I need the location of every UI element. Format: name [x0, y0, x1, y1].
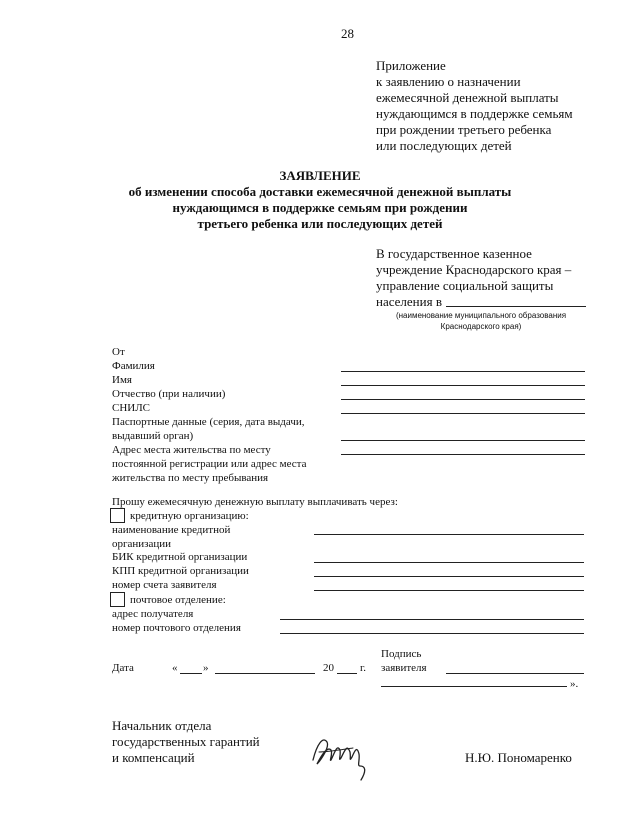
addressee-line: учреждение Краснодарского края –	[376, 262, 572, 277]
handwritten-signature	[305, 722, 375, 784]
recipient-address-field[interactable]	[280, 619, 584, 620]
bik-field[interactable]	[314, 562, 584, 563]
post-number-label: номер почтового отделения	[112, 622, 241, 634]
passport-label: выдавший орган)	[112, 430, 194, 442]
appendix-line: Приложение	[376, 58, 446, 73]
kpp-label: КПП кредитной организации	[112, 565, 249, 577]
appendix-line: нуждающимся в поддержке семьям	[376, 106, 573, 121]
signature-label: Подпись	[381, 648, 422, 660]
year-suffix: г.	[360, 662, 367, 674]
post-number-field[interactable]	[280, 633, 584, 634]
request-intro: Прошу ежемесячную денежную выплату выплачивать через:	[112, 496, 398, 508]
date-open-quote: «	[172, 662, 178, 674]
post-office-label: почтовое отделение:	[130, 594, 226, 606]
from-label: От	[112, 346, 125, 358]
credit-name-label: организации	[112, 538, 172, 550]
signer-name: Н.Ю. Пономаренко	[465, 750, 572, 765]
appendix-line: или последующих детей	[376, 138, 512, 153]
account-field[interactable]	[314, 590, 584, 591]
addressee-line: управление социальной защиты	[376, 278, 554, 293]
year-field[interactable]	[337, 673, 357, 674]
end-mark: ».	[570, 678, 579, 690]
field-caption: (наименование муниципального образования	[395, 311, 567, 320]
date-close-quote: »	[203, 662, 209, 674]
appendix-line: при рождении третьего ребенка	[376, 122, 552, 137]
patronymic-label: Отчество (при наличии)	[112, 388, 226, 400]
position-line: государственных гарантий	[112, 734, 260, 749]
title-line: третьего ребенка или последующих детей	[197, 216, 443, 231]
patronymic-field[interactable]	[341, 399, 585, 400]
date-label: Дата	[112, 662, 134, 674]
address-label: жительства по месту пребывания	[112, 472, 269, 484]
credit-name-label: наименование кредитной	[112, 524, 231, 536]
credit-org-checkbox[interactable]	[110, 508, 125, 523]
post-office-checkbox[interactable]	[110, 592, 125, 607]
account-label: номер счета заявителя	[112, 579, 217, 591]
address-label: Адрес места жительства по месту	[112, 444, 271, 456]
month-field[interactable]	[215, 673, 315, 674]
year-prefix: 20	[323, 662, 334, 674]
appendix-line: ежемесячной денежной выплаты	[376, 90, 559, 105]
field-caption: Краснодарского края)	[440, 322, 522, 331]
signature-label: заявителя	[381, 662, 427, 674]
snils-label: СНИЛС	[112, 402, 151, 414]
kpp-field[interactable]	[314, 576, 584, 577]
position-line: Начальник отдела	[112, 718, 212, 733]
title-main: ЗАЯВЛЕНИЕ	[279, 168, 361, 183]
address-label: постоянной регистрации или адрес места	[112, 458, 307, 470]
position-line: и компенсаций	[112, 750, 195, 765]
addressee-line: В государственное казенное	[376, 246, 532, 261]
municipality-field[interactable]	[446, 306, 586, 307]
snils-field[interactable]	[341, 413, 585, 414]
page-number: 28	[341, 26, 354, 41]
title-line: нуждающимся в поддержке семьям при рождении	[172, 200, 468, 215]
credit-org-label: кредитную организацию:	[130, 510, 249, 522]
surname-label: Фамилия	[112, 360, 155, 372]
address-field[interactable]	[341, 454, 585, 455]
addressee-line: населения в	[376, 294, 442, 309]
appendix-line: к заявлению о назначении	[376, 74, 521, 89]
credit-name-field[interactable]	[314, 534, 584, 535]
name-label: Имя	[112, 374, 132, 386]
bik-label: БИК кредитной организации	[112, 551, 248, 563]
passport-field[interactable]	[341, 440, 585, 441]
title-line: об изменении способа доставки ежемесячной денежной выплаты	[128, 184, 512, 199]
recipient-address-label: адрес получателя	[112, 608, 194, 620]
passport-label: Паспортные данные (серия, дата выдачи,	[112, 416, 305, 428]
surname-field[interactable]	[341, 371, 585, 372]
signature-field[interactable]	[446, 673, 584, 674]
signature-decoding-field[interactable]	[381, 686, 567, 687]
day-field[interactable]	[180, 673, 202, 674]
name-field[interactable]	[341, 385, 585, 386]
